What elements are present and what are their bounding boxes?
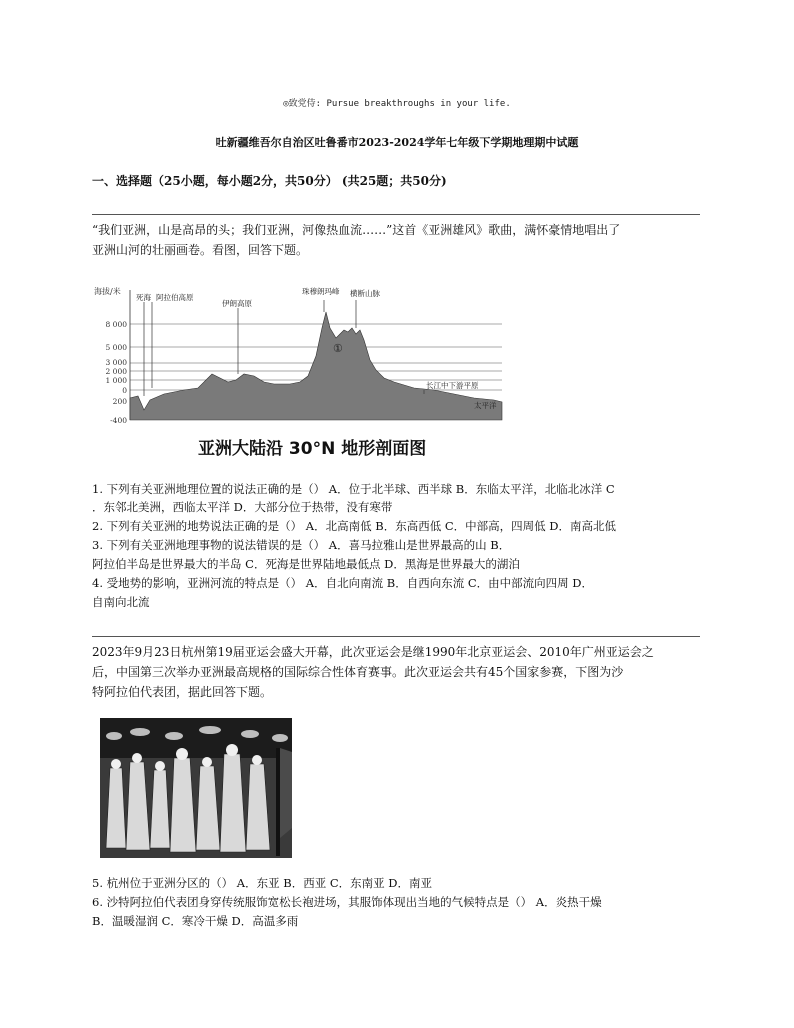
label-arabian-plateau: 阿拉伯高原 (156, 293, 194, 302)
label-pacific: 太平洋 (474, 401, 497, 410)
question-4-line2: 自南向北流 (92, 595, 150, 609)
label-iranian-plateau: 伊朗高原 (222, 299, 252, 308)
label-hengduan: 横断山脉 (350, 289, 380, 298)
question-5: 5. 杭州位于亚洲分区的（） A．东亚 B．西亚 C．东南亚 D．南亚 (92, 876, 433, 890)
group1-intro-line1: “我们亚洲，山是高昂的头；我们亚洲，河像热血流……”这首《亚洲雄风》歌曲，满怀豪情地唱出了 (92, 223, 621, 237)
group2-divider (92, 636, 700, 637)
question-4-line1: 4. 受地势的影响，亚洲河流的特点是（） A．自北向南流 B．自西向东流 C．由中部流向四周 D． (92, 576, 594, 590)
terrain-profile-figure (94, 270, 506, 470)
group1-divider (92, 214, 700, 215)
question-1-line2: ．东邻北美洲，西临太平洋 D．大部分位于热带，没有寒带 (92, 500, 393, 514)
paper-title: 吐新疆维吾尔自治区吐鲁番市2023-2024学年七年级下学期地理期中试题 (215, 136, 579, 149)
question-1-line1: 1. 下列有关亚洲地理位置的说法正确的是（） A．位于北半球、西半球 B．东临太平洋，北临北冰洋 C (92, 482, 615, 496)
question-6-line2: B．温暖湿润 C．寒冷干燥 D．高温多雨 (92, 914, 299, 928)
y-tick: 0 (122, 386, 127, 395)
y-tick: 3 000 (105, 358, 127, 367)
marker-one: ① (333, 342, 343, 355)
question-3-line1: 3. 下列有关亚洲地理事物的说法错误的是（） A．喜马拉雅山是世界最高的山 B． (92, 538, 511, 552)
label-everest: 珠穆朗玛峰 (302, 287, 340, 296)
y-tick: 5 000 (105, 343, 127, 352)
label-dead-sea: 死海 (136, 293, 151, 302)
question-6-line1: 6. 沙特阿拉伯代表团身穿传统服饰宽松长袍进场，其服饰体现出当地的气候特点是（） A．炎热干燥 (92, 895, 602, 909)
question-3-line2: 阿拉伯半岛是世界最大的半岛 C．死海是世界陆地最低点 D．黑海是世界最大的湖泊 (92, 557, 520, 571)
y-tick: 8 000 (105, 320, 127, 329)
figure-caption: 亚洲大陆沿 30°N 地形剖面图 (198, 439, 427, 459)
group1-intro-line2: 亚洲山河的壮丽画卷。看图，回答下题。 (92, 243, 309, 257)
section-heading: 一、选择题（25小题，每小题2分，共50分） (共25题；共50分) (92, 174, 447, 188)
y-axis-label: 海拔/米 (94, 287, 121, 296)
group2-intro-line2: 后，中国第三次举办亚洲最高规格的国际综合性体育赛事。此次亚运会共有45个国家参赛，下图为沙 (92, 665, 624, 679)
saudi-delegation-photo (100, 718, 292, 858)
label-yangtze-plain: 长江中下游平原 (426, 381, 479, 390)
y-tick: 200 (112, 397, 127, 406)
page-motto: ◎致党侍: Pursue breakthroughs in your life. (283, 99, 511, 109)
group2-intro-line1: 2023年9月23日杭州第19届亚运会盛大开幕，此次亚运会是继1990年北京亚运会、2010年广州亚运会之 (92, 645, 654, 659)
group2-intro-line3: 特阿拉伯代表团，据此回答下题。 (92, 685, 273, 699)
photo-illustration (100, 718, 292, 858)
y-tick: 1 000 (105, 376, 127, 385)
y-tick: -400 (110, 416, 127, 425)
question-2: 2. 下列有关亚洲的地势说法正确的是（） A．北高南低 B．东高西低 C．中部高，四周低 D．南高北低 (92, 519, 617, 533)
y-tick: 2 000 (105, 367, 127, 376)
